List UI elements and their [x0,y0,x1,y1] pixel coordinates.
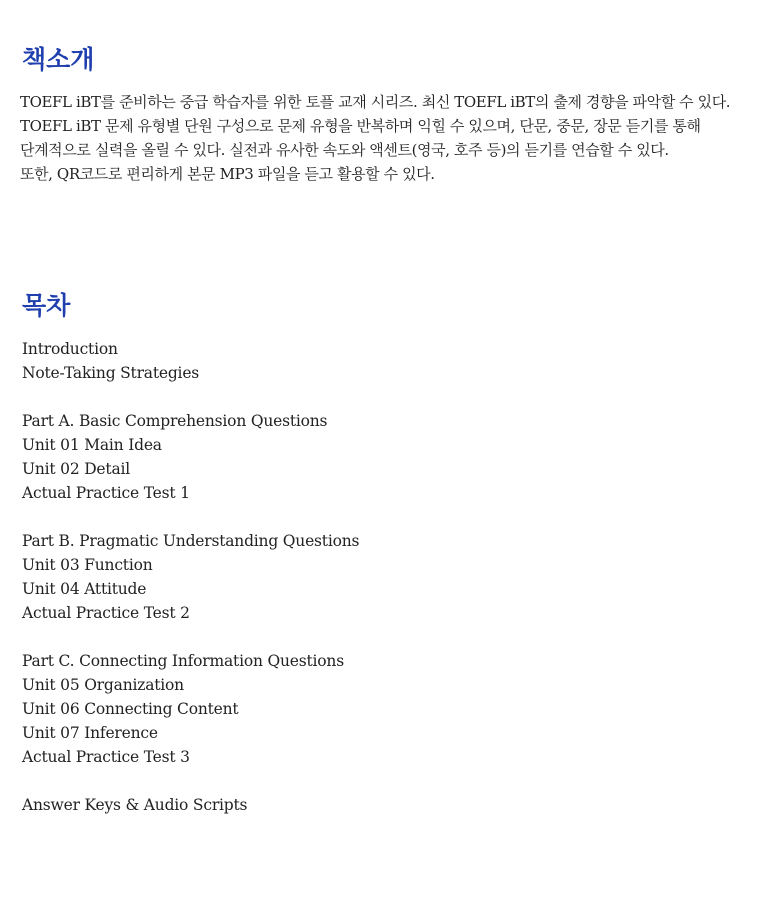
toc-item: Unit 03 Function [22,556,153,574]
table-of-contents [22,337,722,841]
toc-item: Answer Keys & Audio Scripts [22,796,248,814]
book-intro-text [20,90,760,186]
toc-item: Unit 01 Main Idea [22,436,162,454]
toc-part-heading: Part C. Connecting Information Questions [22,652,344,670]
toc-part-heading: Part B. Pragmatic Understanding Questions [22,532,360,550]
table-of-contents-heading: 목차 [22,291,71,320]
toc-item: Actual Practice Test 1 [22,484,190,502]
toc-item: Unit 04 Attitude [22,580,147,598]
toc-item: Introduction [22,340,118,358]
toc-item: Note-Taking Strategies [22,364,200,382]
book-intro-heading: 책소개 [22,45,95,74]
toc-item: Unit 02 Detail [22,460,130,478]
toc-group-part-c [22,649,722,769]
intro-line: 또한, QR코드로 편리하게 본문 MP3 파일을 듣고 활용할 수 있다. [20,165,435,183]
toc-item: Unit 06 Connecting Content [22,700,239,718]
toc-group-front-matter [22,337,722,385]
toc-group-part-a [22,409,722,505]
toc-group-back-matter [22,793,722,817]
toc-item: Unit 05 Organization [22,676,184,694]
toc-group-part-b [22,529,722,625]
toc-part-heading: Part A. Basic Comprehension Questions [22,412,328,430]
intro-line: TOEFL iBT 문제 유형별 단원 구성으로 문제 유형을 반복하며 익힐 수 있으며, 단문, 중문, 장문 듣기를 통해 [20,117,701,135]
toc-item: Actual Practice Test 2 [22,604,190,622]
intro-line: TOEFL iBT를 준비하는 중급 학습자를 위한 토플 교재 시리즈. 최신 TOEFL iBT의 출제 경향을 파악할 수 있다. [20,93,731,111]
toc-item: Unit 07 Inference [22,724,158,742]
toc-item: Actual Practice Test 3 [22,748,190,766]
intro-line: 단계적으로 실력을 올릴 수 있다. 실전과 유사한 속도와 액센트(영국, 호주 등)의 듣기를 연습할 수 있다. [20,141,669,159]
